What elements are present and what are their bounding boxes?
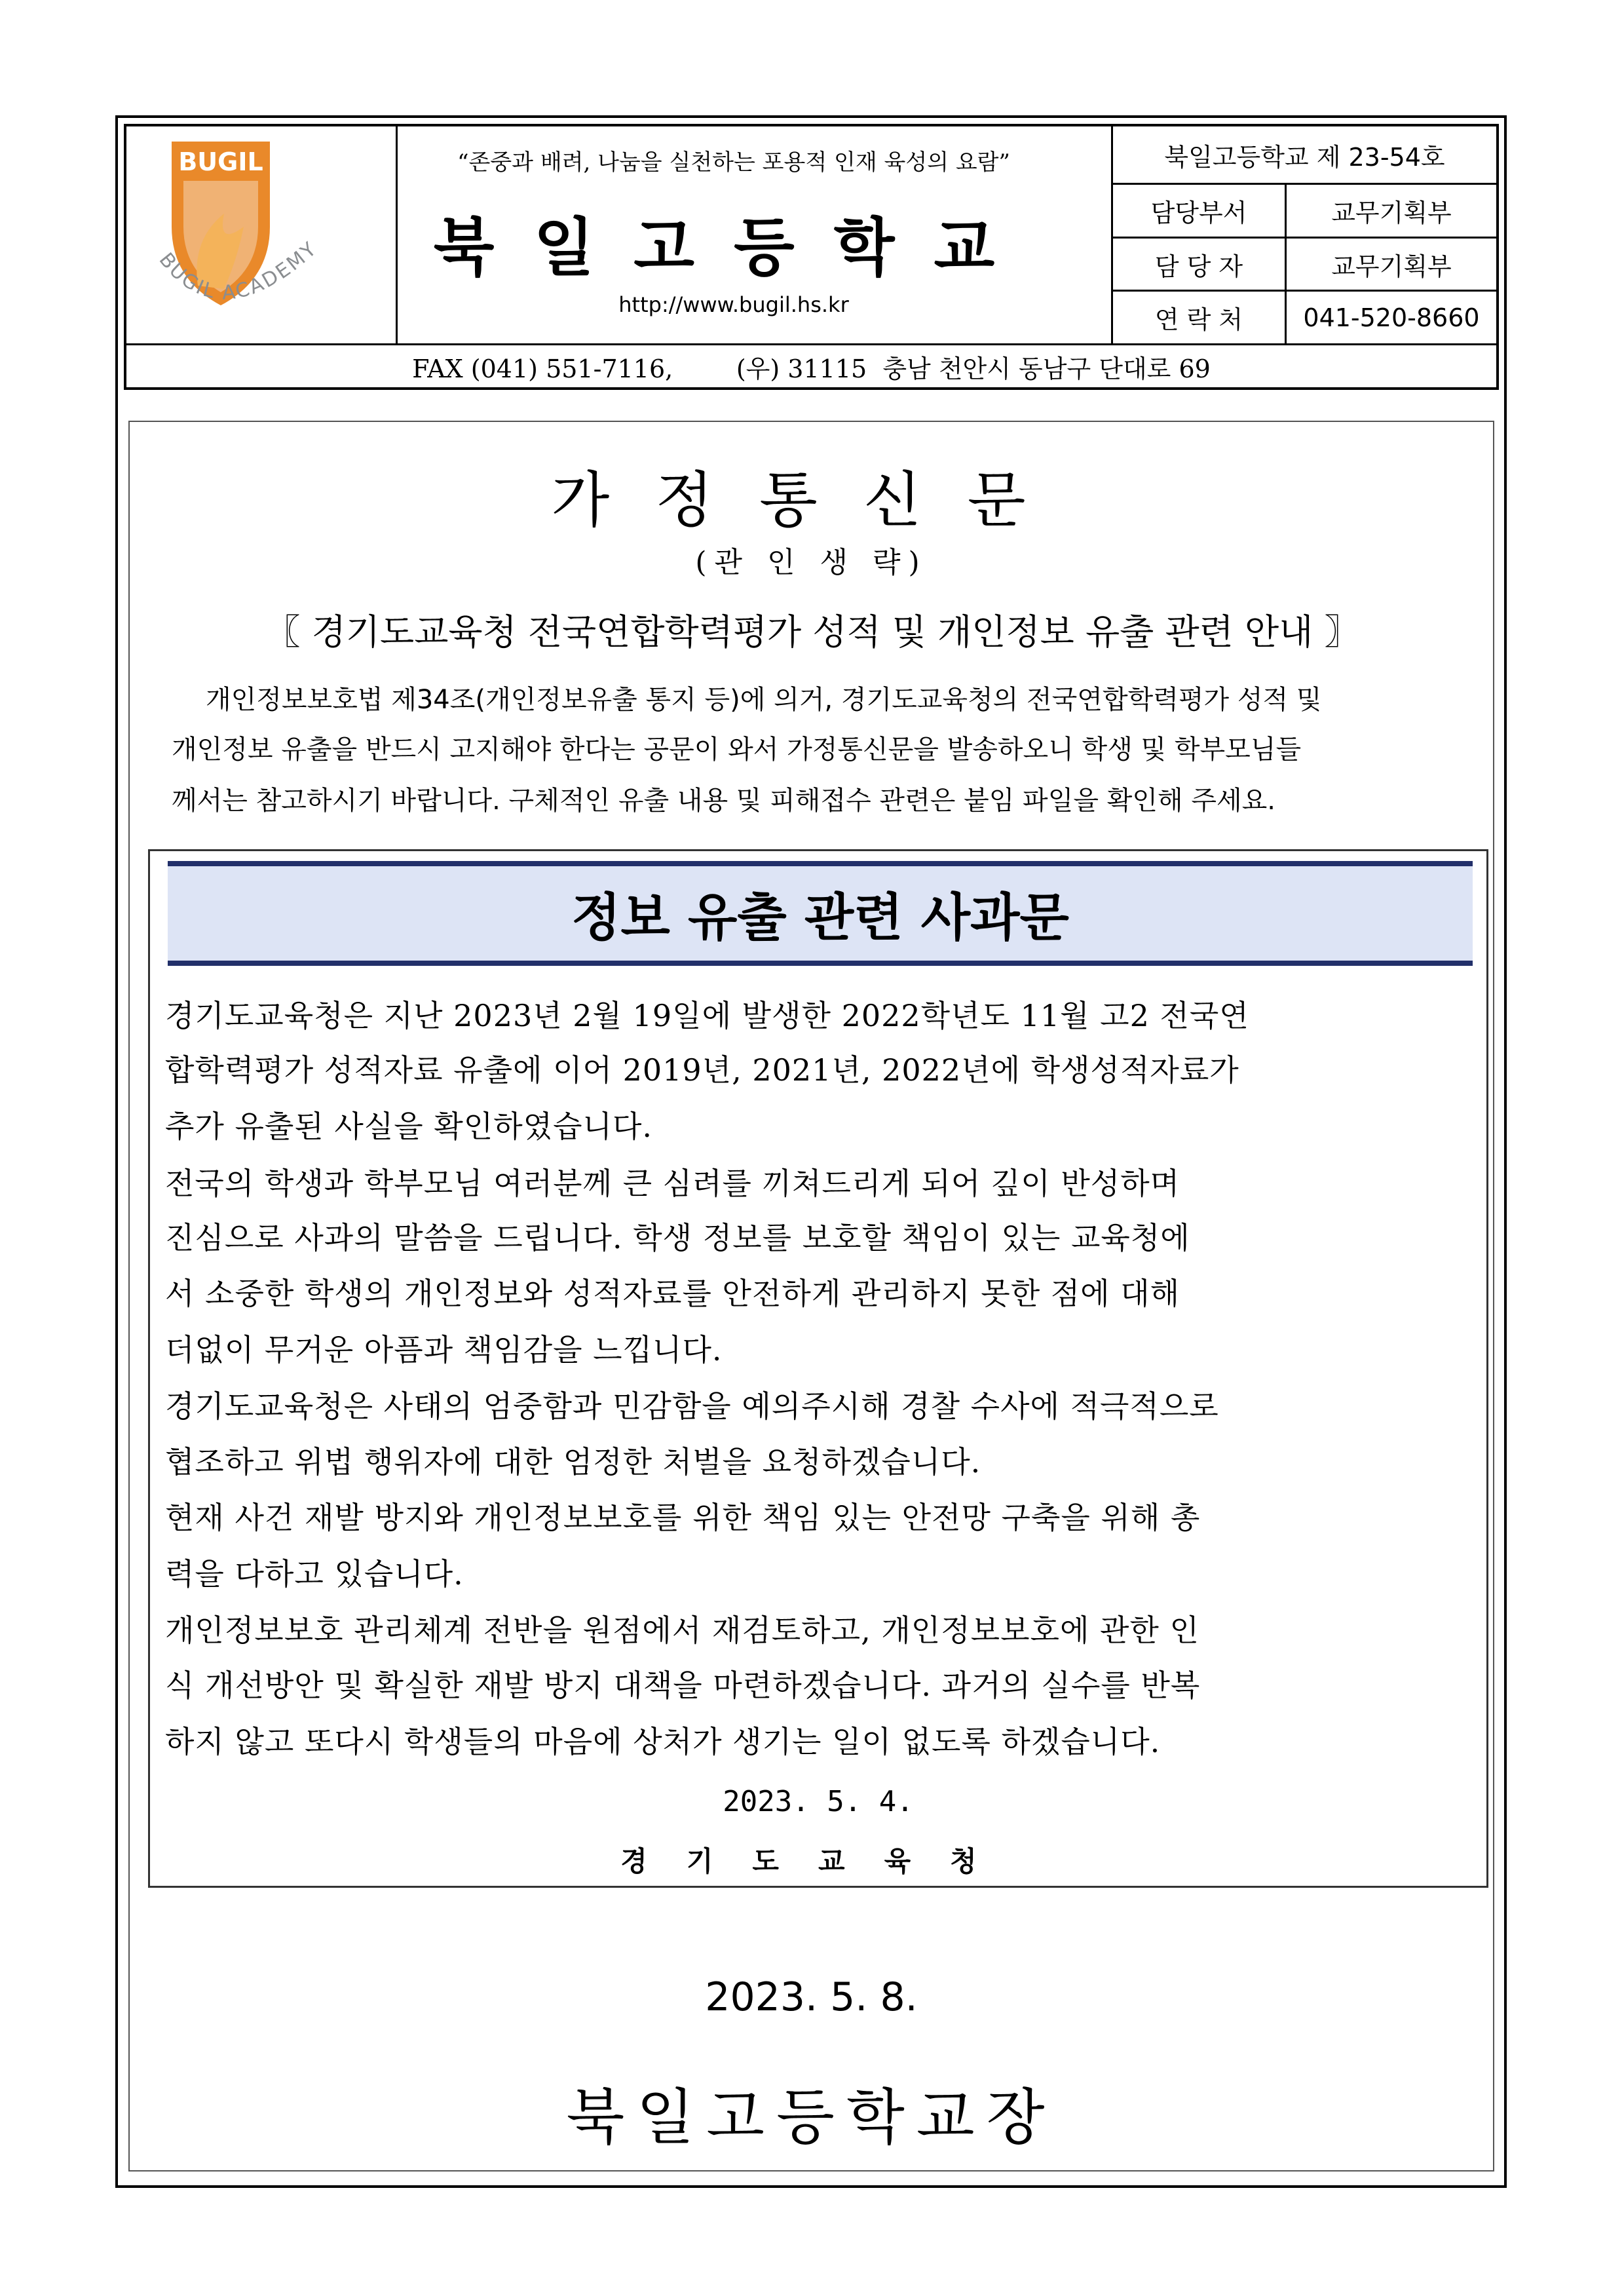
seal-omitted: (관 인 생 략) <box>695 546 928 579</box>
person-label: 담 당 자 <box>1154 252 1243 281</box>
apology-line: 개인정보보호 관리체계 전반을 원점에서 재검토하고, 개인정보보호에 관한 인 <box>165 1613 1199 1648</box>
school-logo <box>145 128 349 345</box>
intro-line: 개인정보보호법 제34조(개인정보유출 통지 등)에 의거, 경기도교육청의 전국연합학력평가 성적 및 <box>206 685 1322 715</box>
apology-title: 정보 유출 관련 사과문 <box>571 889 1069 947</box>
apology-line: 경기도교육청은 지난 2023년 2월 19일에 발생한 2022학년도 11월 고2 전국연 <box>165 998 1249 1033</box>
intro-line: 께서는 참고하시기 바랍니다. 구체적인 유출 내용 및 피해접수 관련은 붙임 파일을 확인해 주세요. <box>172 786 1275 816</box>
logo-arc-text: BUGIL ACADEMY <box>154 237 322 305</box>
apology-line: 더없이 무거운 아픔과 책임감을 느낍니다. <box>165 1332 723 1368</box>
document-number: 북일고등학교 제 23-54호 <box>1164 142 1445 172</box>
dept-label: 담당부서 <box>1150 199 1247 227</box>
school-motto: “존중과 배려, 나눔을 실천하는 포용적 인재 육성의 요람” <box>457 149 1010 176</box>
apology-signature: 경기도교육청 <box>620 1845 1016 1877</box>
apology-line: 경기도교육청은 사태의 엄중함과 민감함을 예의주시해 경찰 수사에 적극적으로 <box>165 1388 1219 1424</box>
document-date: 2023. 5. 8. <box>705 1974 918 2020</box>
apology-line: 식 개선방안 및 확실한 재발 방지 대책을 마련하겠습니다. 과거의 실수를 반복 <box>165 1668 1201 1703</box>
apology-line: 협조하고 위법 행위자에 대한 엄정한 처벌을 요청하겠습니다. <box>165 1444 981 1480</box>
principal-signature: 북일고등학교장 <box>566 2082 1057 2152</box>
apology-line: 력을 다하고 있습니다. <box>165 1556 464 1592</box>
notice-title: 가정통신문 <box>551 465 1072 535</box>
fax-address-line: FAX (041) 551-7116, (우) 31115 충남 천안시 동남구 단대로 69 <box>412 354 1211 383</box>
notice-subject: 〖 경기도교육청 전국연합학력평가 성적 및 개인정보 유출 관련 안내 〗 <box>265 611 1360 653</box>
school-name: 북일고등학교 <box>433 211 1034 284</box>
apology-line: 추가 유출된 사실을 확인하였습니다. <box>165 1109 653 1144</box>
contact-label: 연 락 처 <box>1154 305 1243 334</box>
apology-line: 하지 않고 또다시 학생들의 마음에 상처가 생기는 일이 없도록 하겠습니다. <box>165 1724 1161 1759</box>
dept-value: 교무기획부 <box>1331 199 1452 227</box>
person-value: 교무기획부 <box>1331 252 1452 281</box>
apology-line: 합학력평가 성적자료 유출에 이어 2019년, 2021년, 2022년에 학생성적자료가 <box>165 1052 1239 1088</box>
apology-date: 2023. 5. 4. <box>723 1785 914 1818</box>
logo-text: BUGIL <box>178 147 263 176</box>
apology-line: 현재 사건 재발 방지와 개인정보보호를 위한 책임 있는 안전망 구축을 위해 총 <box>165 1500 1201 1535</box>
intro-line: 개인정보 유출을 반드시 고지해야 한다는 공문이 와서 가정통신문을 발송하오니 학생 및 학부모님들 <box>172 735 1302 765</box>
school-url[interactable]: http://www.bugil.hs.kr <box>618 292 849 317</box>
apology-line: 전국의 학생과 학부모님 여러분께 큰 심려를 끼쳐드리게 되어 깊이 반성하며 <box>165 1166 1180 1201</box>
apology-line: 진심으로 사과의 말씀을 드립니다. 학생 정보를 보호할 책임이 있는 교육청에 <box>165 1220 1190 1255</box>
apology-line: 서 소중한 학생의 개인정보와 성적자료를 안전하게 관리하지 못한 점에 대해 <box>165 1276 1180 1311</box>
contact-value: 041-520-8660 <box>1303 303 1480 332</box>
